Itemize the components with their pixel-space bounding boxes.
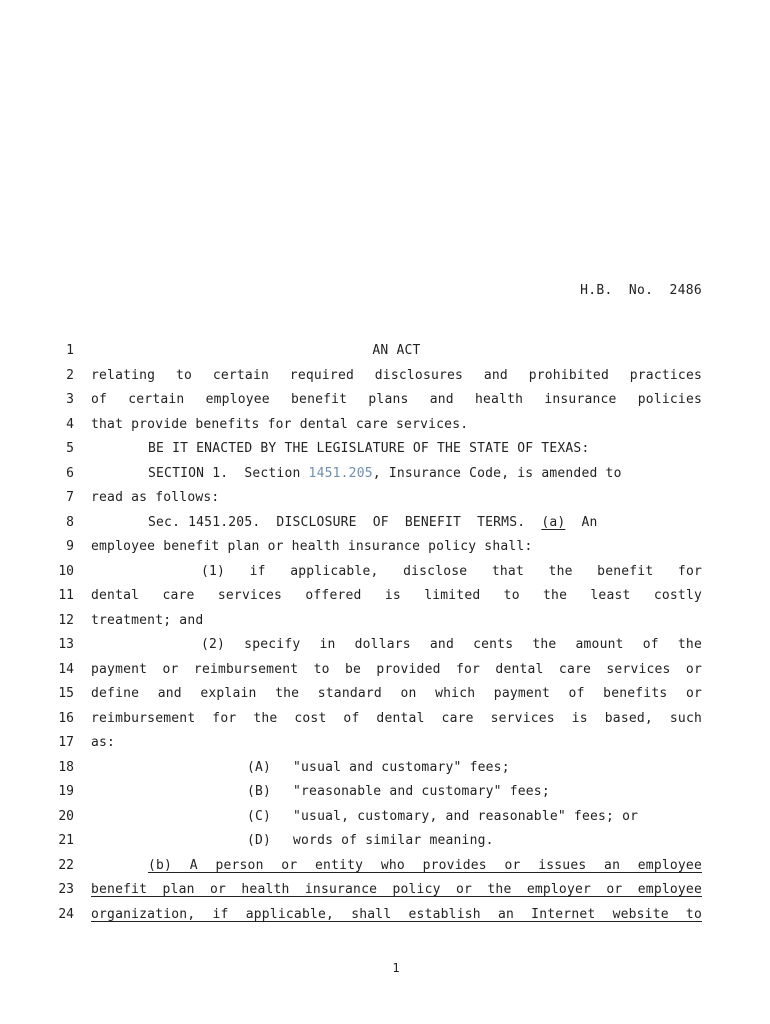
line-number: 4 xyxy=(66,416,74,432)
line-number: 13 xyxy=(58,637,74,652)
line-number: 14 xyxy=(58,661,74,677)
bill-line xyxy=(0,439,770,463)
line-text: read as follows: xyxy=(91,490,220,505)
inserted-text: (b) A person or entity who provides or issues an employee xyxy=(148,857,702,873)
list-item xyxy=(91,760,702,775)
bill-line xyxy=(0,758,770,782)
line-text xyxy=(91,907,702,922)
list-item-text: "usual, customary, and reasonable" fees; or xyxy=(293,808,639,824)
enacting-clause: BE IT ENACTED BY THE LEGISLATURE OF THE STATE OF TEXAS: xyxy=(148,441,590,456)
line-number: 17 xyxy=(58,735,74,750)
bill-line xyxy=(0,782,770,806)
line-number: 12 xyxy=(58,612,74,628)
bill-line xyxy=(0,635,770,659)
line-text: reimbursement for the cost of dental care services is based, such xyxy=(91,710,702,726)
bill-line xyxy=(0,488,770,512)
list-item-label: (C) xyxy=(247,808,272,824)
line-number: 2 xyxy=(66,367,74,383)
act-title: AN ACT xyxy=(372,343,421,358)
list-item xyxy=(91,809,702,824)
bill-line xyxy=(0,562,770,586)
line-text: that provide benefits for dental care services. xyxy=(91,416,469,432)
bill-line xyxy=(0,880,770,904)
line-number: 8 xyxy=(66,514,74,530)
line-number: 6 xyxy=(66,465,74,481)
bill-line xyxy=(0,831,770,855)
bill-line xyxy=(0,390,770,414)
bill-line xyxy=(0,464,770,488)
line-number: 22 xyxy=(58,857,74,873)
bill-line xyxy=(0,660,770,684)
line-text: (1) if applicable, disclose that the benefit for xyxy=(201,563,702,579)
line-number: 19 xyxy=(58,784,74,799)
line-text: of certain employee benefit plans and health insurance policies xyxy=(91,392,702,407)
subsection-label: (a) xyxy=(541,514,566,530)
bill-line xyxy=(0,366,770,390)
bill-line xyxy=(0,537,770,561)
line-number: 9 xyxy=(66,539,74,554)
line-number: 15 xyxy=(58,686,74,701)
bill-line xyxy=(0,586,770,610)
bill-line xyxy=(0,341,770,365)
list-item-text: "usual and customary" fees; xyxy=(293,759,510,775)
bill-line xyxy=(0,905,770,929)
bill-number: H.B. No. 2486 xyxy=(580,283,702,298)
line-number: 5 xyxy=(66,441,74,456)
line-text: dental care services offered is limited to the least costly xyxy=(91,588,702,603)
line-text: employee benefit plan or health insurance policy shall: xyxy=(91,539,533,554)
list-item xyxy=(91,833,702,848)
line-text xyxy=(91,515,702,530)
bill-line xyxy=(0,684,770,708)
line-text-post: An xyxy=(565,514,598,530)
inserted-text: benefit plan or health insurance policy or the employer or employee xyxy=(91,882,702,897)
line-number: 18 xyxy=(58,759,74,775)
list-item-label: (A) xyxy=(247,759,272,775)
list-item-label: (D) xyxy=(247,833,272,848)
line-number: 16 xyxy=(58,710,74,726)
line-text-post: , Insurance Code, is amended to xyxy=(372,465,622,481)
line-text: define and explain the standard on which payment of benefits or xyxy=(91,686,702,701)
line-text xyxy=(91,882,702,897)
line-number: 24 xyxy=(58,906,74,922)
list-item-text: words of similar meaning. xyxy=(293,833,494,848)
bill-line xyxy=(0,807,770,831)
bill-line xyxy=(0,415,770,439)
bill-line xyxy=(0,611,770,635)
page-number: 1 xyxy=(392,961,400,975)
bill-line xyxy=(0,856,770,880)
section-link[interactable]: 1451.205 xyxy=(308,465,373,481)
line-text: treatment; and xyxy=(91,612,204,628)
line-number: 20 xyxy=(58,808,74,824)
bill-line xyxy=(0,513,770,537)
line-text: as: xyxy=(91,735,116,750)
list-item xyxy=(91,784,702,799)
line-text xyxy=(91,466,702,481)
line-number: 3 xyxy=(66,392,74,407)
line-number: 23 xyxy=(58,882,74,897)
list-item-label: (B) xyxy=(247,784,272,799)
bill-line xyxy=(0,709,770,733)
line-number: 11 xyxy=(58,588,74,603)
line-text-pre: SECTION 1. Section xyxy=(148,465,309,481)
line-number: 21 xyxy=(58,833,74,848)
section-heading: Sec. 1451.205. DISCLOSURE OF BENEFIT TERMS. xyxy=(148,514,542,530)
list-item-text: "reasonable and customary" fees; xyxy=(293,784,550,799)
line-number: 1 xyxy=(66,343,74,358)
line-text xyxy=(91,858,702,873)
line-text: (2) specify in dollars and cents the amount of the xyxy=(201,637,702,652)
line-text: relating to certain required disclosures and prohibited practices xyxy=(91,367,702,383)
line-number: 7 xyxy=(66,490,74,505)
bill-line xyxy=(0,733,770,757)
line-number: 10 xyxy=(58,563,74,579)
line-text: payment or reimbursement to be provided for dental care services or xyxy=(91,661,702,677)
inserted-text: organization, if applicable, shall establish an Internet website to xyxy=(91,906,702,922)
